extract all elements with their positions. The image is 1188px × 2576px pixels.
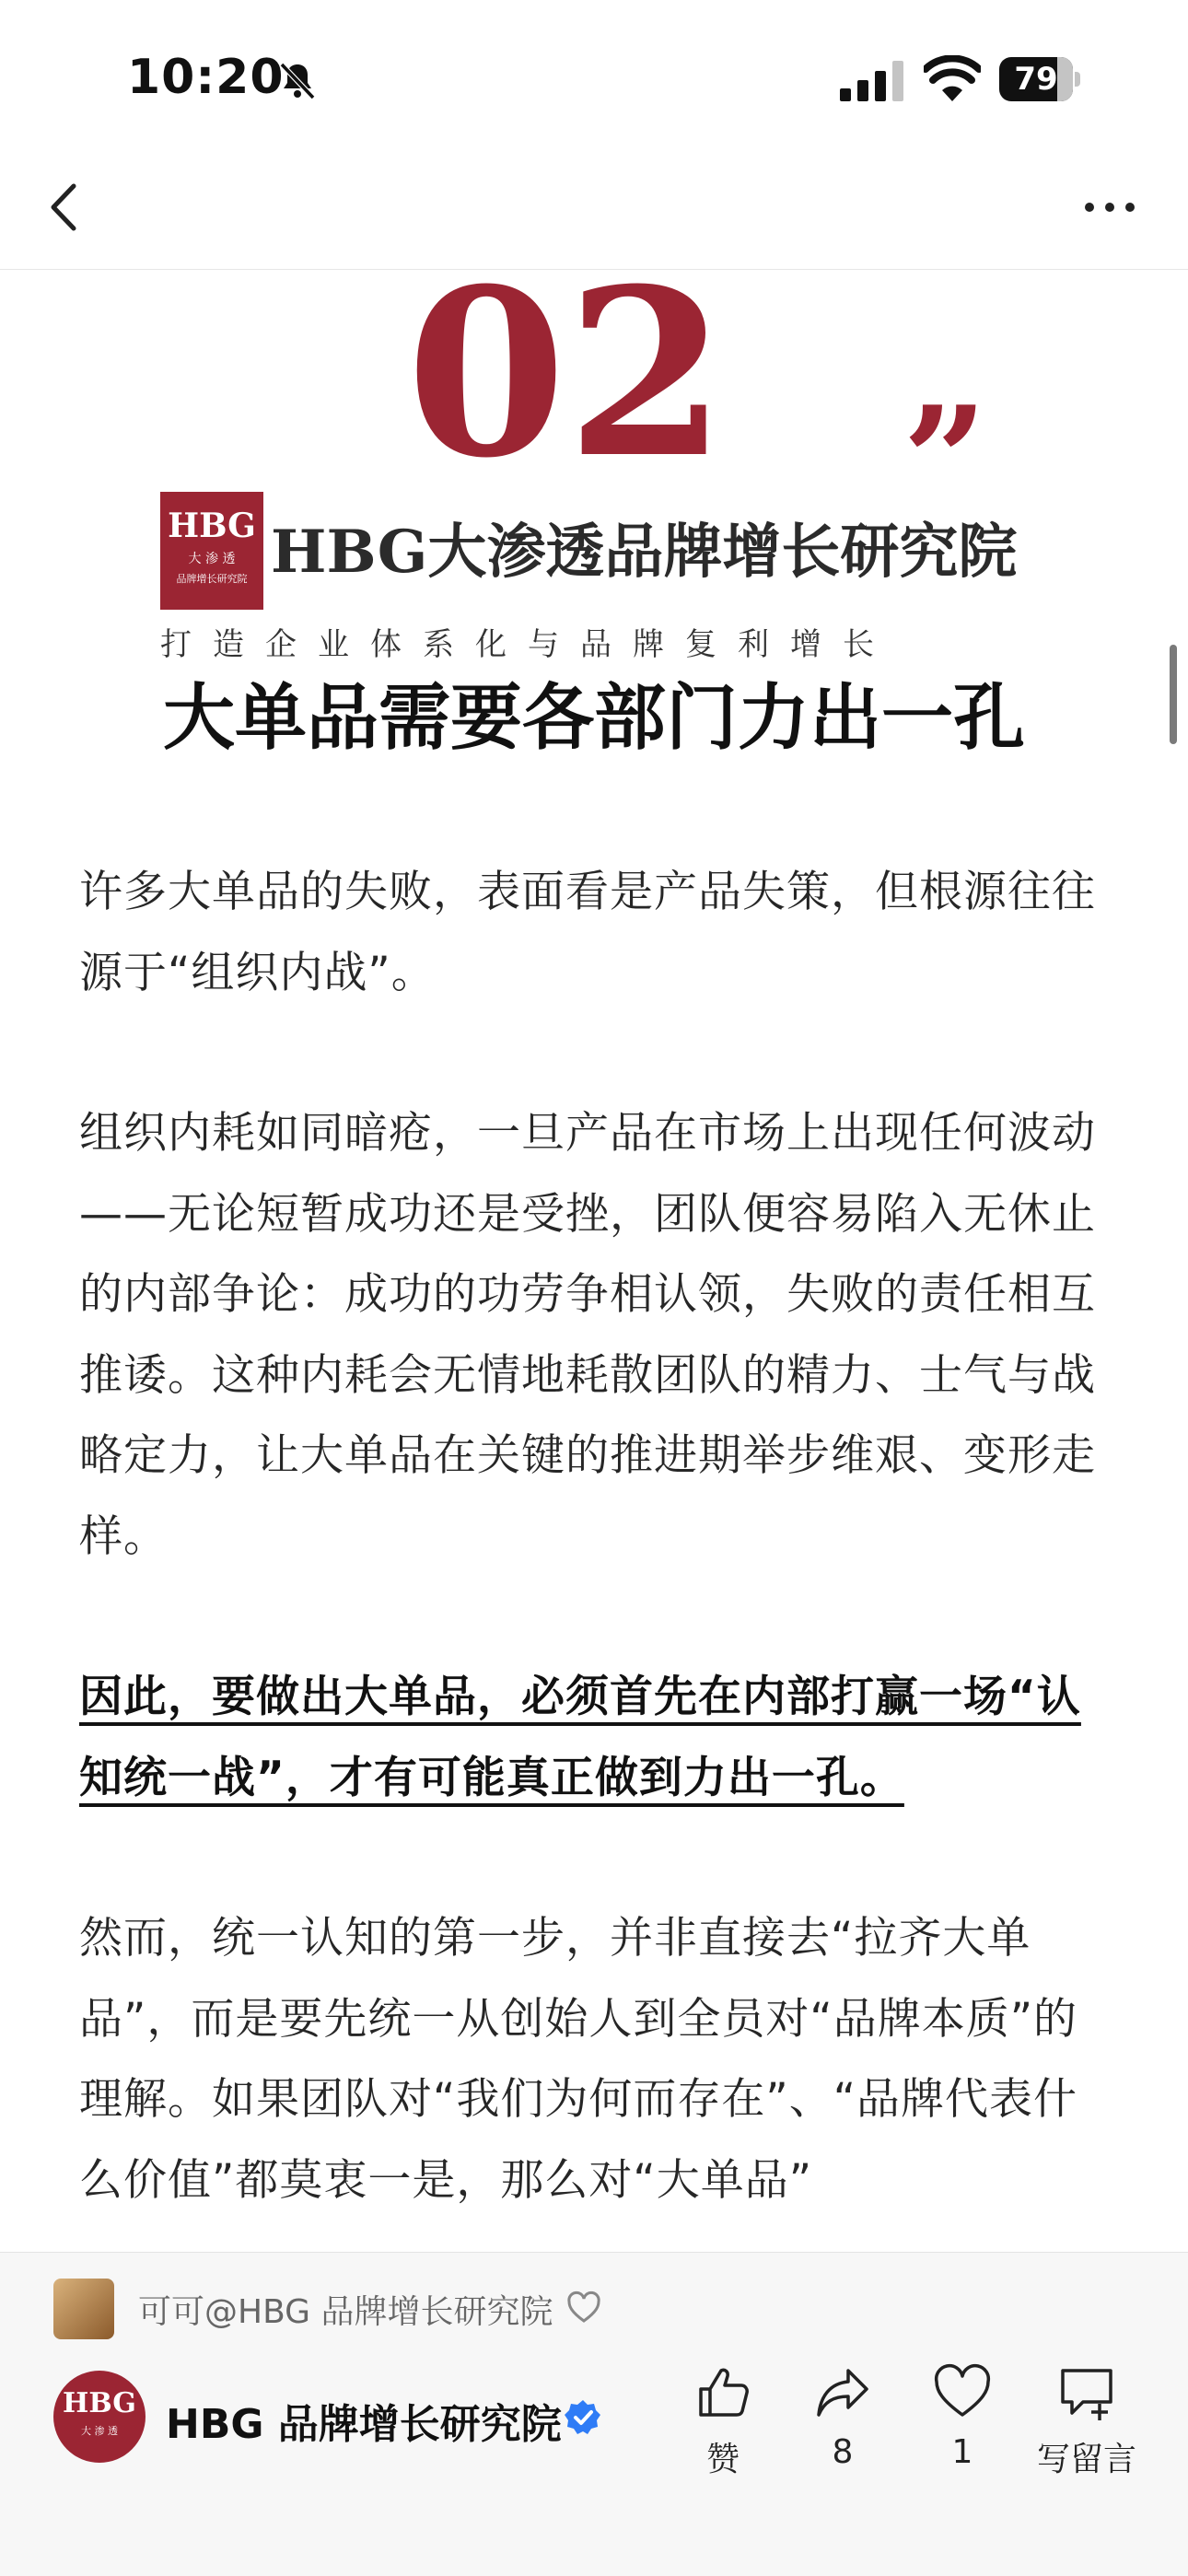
logo-sub2: 品牌增长研究院 bbox=[176, 573, 248, 585]
headline: 大单品需要各部门力出一孔 bbox=[162, 677, 1025, 760]
favorite-count: 1 bbox=[951, 2433, 973, 2471]
more-icon[interactable] bbox=[1077, 184, 1142, 230]
heart-outline-icon[interactable] bbox=[565, 2290, 602, 2326]
status-bar bbox=[0, 0, 1188, 147]
comment-add-icon bbox=[1057, 2363, 1116, 2422]
share-button[interactable] bbox=[792, 2363, 893, 2471]
emphasis-paragraph bbox=[79, 1657, 1111, 1818]
chevron-left-icon[interactable] bbox=[39, 175, 90, 239]
heart-icon bbox=[933, 2363, 992, 2422]
like-label: 赞 bbox=[705, 2441, 740, 2478]
account-logo-sub: 大 渗 透 bbox=[81, 2425, 118, 2437]
commenter-avatar[interactable] bbox=[53, 2279, 114, 2339]
section-number: 02 bbox=[406, 238, 727, 508]
logo-sub: 大 渗 透 bbox=[188, 552, 236, 566]
paragraph: 组织内耗如同暗疮，一旦产品在市场上出现任何波动——无论短暂成功还是受挫，团队便容易陷入无休止的内部争论：成功的功劳争相认领，失败的责任相互推诿。这种内耗会无情地耗散团队的精力、士气与战略定力，让大单品在关键的推进期举步维艰、变形走样。 bbox=[79, 1108, 1096, 1562]
write-comment-label: 写留言 bbox=[1036, 2441, 1136, 2478]
logo-text: HBG bbox=[168, 507, 256, 545]
status-time: 10:20 bbox=[127, 50, 285, 105]
favorite-button[interactable] bbox=[912, 2363, 1013, 2471]
tagline: 打造企业体系化与品牌复利增长 bbox=[160, 626, 895, 663]
verified-badge-icon bbox=[564, 2398, 602, 2437]
brand-logo bbox=[160, 492, 263, 610]
account-logo-text: HBG bbox=[63, 2387, 136, 2419]
org-name: HBG大渗透品牌增长研究院 bbox=[271, 518, 1018, 587]
quote-mark: ” bbox=[903, 374, 988, 547]
scrollbar[interactable] bbox=[1170, 645, 1177, 744]
write-comment-button[interactable] bbox=[1030, 2363, 1144, 2480]
wifi-icon bbox=[924, 55, 981, 101]
emphasis-text: 因此，要做出大单品，必须首先在内部打赢一场“认知统一战”，才有可能真正做到力出一孔。 bbox=[79, 1672, 1081, 1803]
account-avatar[interactable] bbox=[53, 2371, 146, 2463]
share-count: 8 bbox=[832, 2433, 854, 2471]
bell-slash-icon bbox=[276, 59, 319, 101]
paragraph: 然而，统一认知的第一步，并非直接去“拉齐大单品”，而是要先统一从创始人到全员对“品牌本质”的理解。如果团队对“我们为何而存在”、“品牌代表什么价值”都莫衷一是，那么对“大单品” bbox=[79, 1913, 1078, 2206]
paragraph: 许多大单品的失败，表面看是产品失策，但根源往往源于“组织内战”。 bbox=[79, 867, 1096, 998]
article-body bbox=[79, 852, 1111, 2252]
account-name[interactable]: HBG 品牌增长研究院 bbox=[166, 2401, 562, 2448]
battery-percent: 79 bbox=[1014, 61, 1058, 98]
thumbs-up-icon bbox=[693, 2363, 752, 2422]
battery-icon bbox=[999, 57, 1082, 101]
comment-preview[interactable]: 可可@HBG 品牌增长研究院 bbox=[138, 2293, 553, 2331]
cellular-signal-icon bbox=[840, 61, 904, 101]
like-button[interactable] bbox=[672, 2363, 774, 2480]
share-icon bbox=[813, 2363, 872, 2422]
bottom-bar bbox=[0, 2252, 1188, 2576]
